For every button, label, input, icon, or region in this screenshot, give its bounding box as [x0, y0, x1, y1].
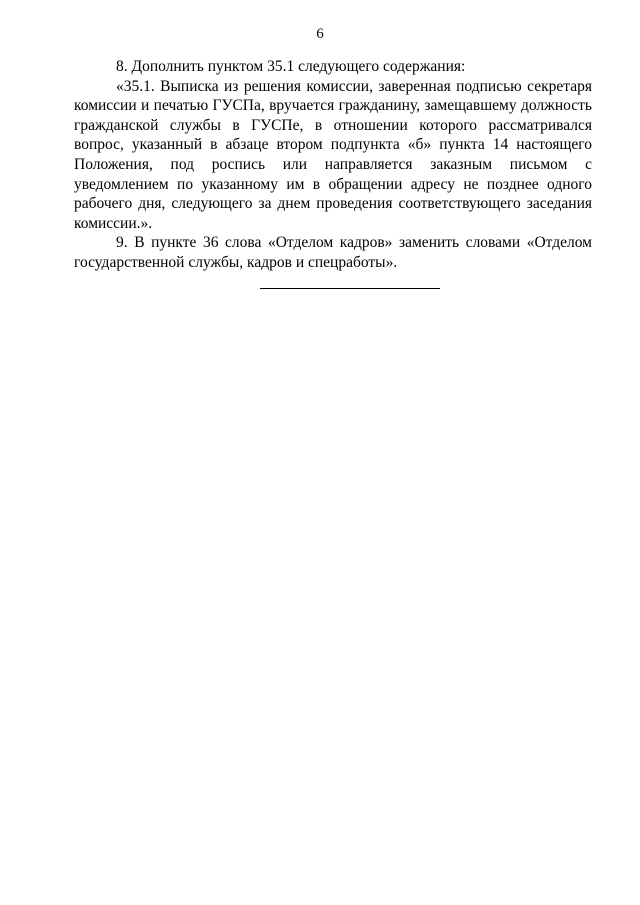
paragraph-item-8: 8. Дополнить пунктом 35.1 следующего содержания:: [116, 58, 466, 75]
paragraph-quoted-35-1: «35.1. Выписка из решения комиссии, заверенная подписью секретаря комиссии и печатью ГУСПа, вручается гражданину, замещавшему должность гражданской службы в ГУСПе, в отношении которого рассматривался вопрос, указанный в абзаце втором подпункта «б» пункта 14 настоящего Положения, под роспись или направляется заказным письмом с уведомлением по указанному им в обращении адресу не позднее одного рабочего дня, следующего за днем проведения соответствующего заседания комиссии.».: [74, 77, 592, 232]
end-separator-line: [260, 288, 440, 289]
page-number: 6: [316, 26, 324, 42]
document-body: [74, 57, 592, 273]
paragraph-item-9: 9. В пункте 36 слова «Отделом кадров» заменить словами «Отделом государственной службы, кадров и спецработы».: [74, 234, 592, 271]
